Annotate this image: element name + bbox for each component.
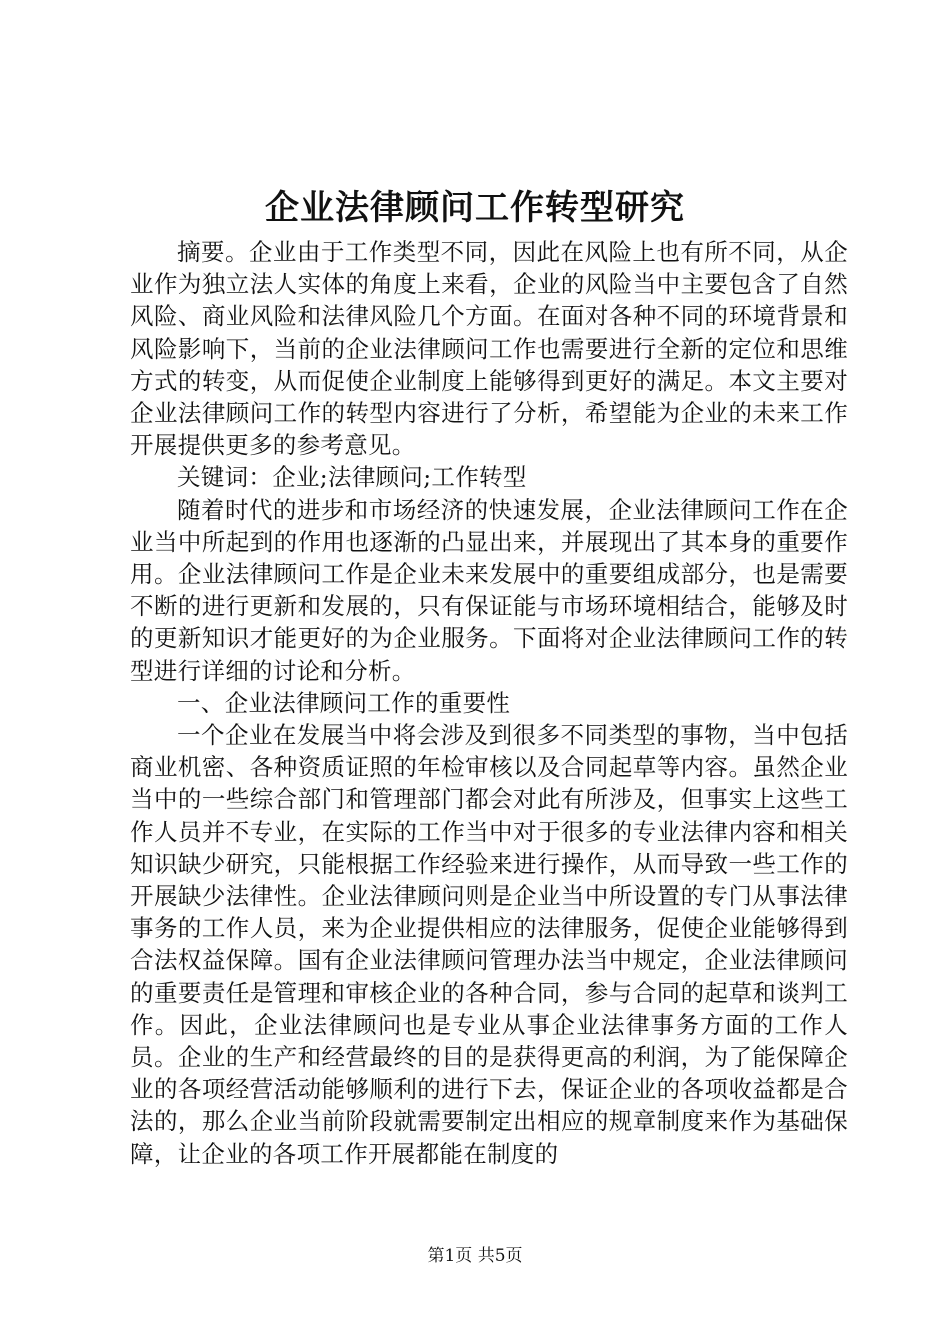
page-number-footer: 第1页 共5页: [427, 1246, 523, 1266]
document-title: 企业法律顾问工作转型研究: [265, 188, 685, 228]
intro-paragraph: 随着时代的进步和市场经济的快速发展，企业法律顾问工作在企业当中所起到的作用也逐渐的凸显出来，并展现出了其本身的重要作用。企业法律顾问工作是企业未来发展中的重要组成部分，也是需要不断的进行更新和发展的，只有保证能与市场环境相结合，能够及时的更新知识才能更好的为企业服务。下面将对企业法律顾问工作的转型进行详细的讨论和分析。: [130, 495, 848, 685]
abstract-paragraph: 摘要。企业由于工作类型不同，因此在风险上也有所不同，从企业作为独立法人实体的角度上来看，企业的风险当中主要包含了自然风险、商业风险和法律风险几个方面。在面对各种不同的环境背景和风险影响下，当前的企业法律顾问工作也需要进行全新的定位和思维方式的转变，从而促使企业制度上能够得到更好的满足。本文主要对企业法律顾问工作的转型内容进行了分析，希望能为企业的未来工作开展提供更多的参考意见。: [130, 238, 848, 460]
section-heading: 一、企业法律顾问工作的重要性: [177, 688, 511, 717]
section-paragraph: 一个企业在发展当中将会涉及到很多不同类型的事物，当中包括商业机密、各种资质证照的年检审核以及合同起草等内容。虽然企业当中的一些综合部门和管理部门都会对此有所涉及，但事实上这些工作人员并不专业，在实际的工作当中对于很多的专业法律内容和相关知识缺少研究，只能根据工作经验来进行操作，从而导致一些工作的开展缺少法律性。企业法律顾问则是企业当中所设置的专门从事法律事务的工作人员，来为企业提供相应的法律服务，促使企业能够得到合法权益保障。国有企业法律顾问管理办法当中规定，企业法律顾问的重要责任是管理和审核企业的各种合同，参与合同的起草和谈判工作。因此，企业法律顾问也是专业从事企业法律事务方面的工作人员。企业的生产和经营最终的目的是获得更高的利润，为了能保障企业的各项经营活动能够顺利的进行下去，保证企业的各项收益都是合法的，那么企业当前阶段就需要制定出相应的规章制度来作为基础保障，让企业的各项工作开展都能在制度的: [130, 721, 848, 1168]
document-body: [130, 236, 848, 1170]
keywords-paragraph: 关键词：企业;法律顾问;工作转型: [177, 463, 527, 492]
